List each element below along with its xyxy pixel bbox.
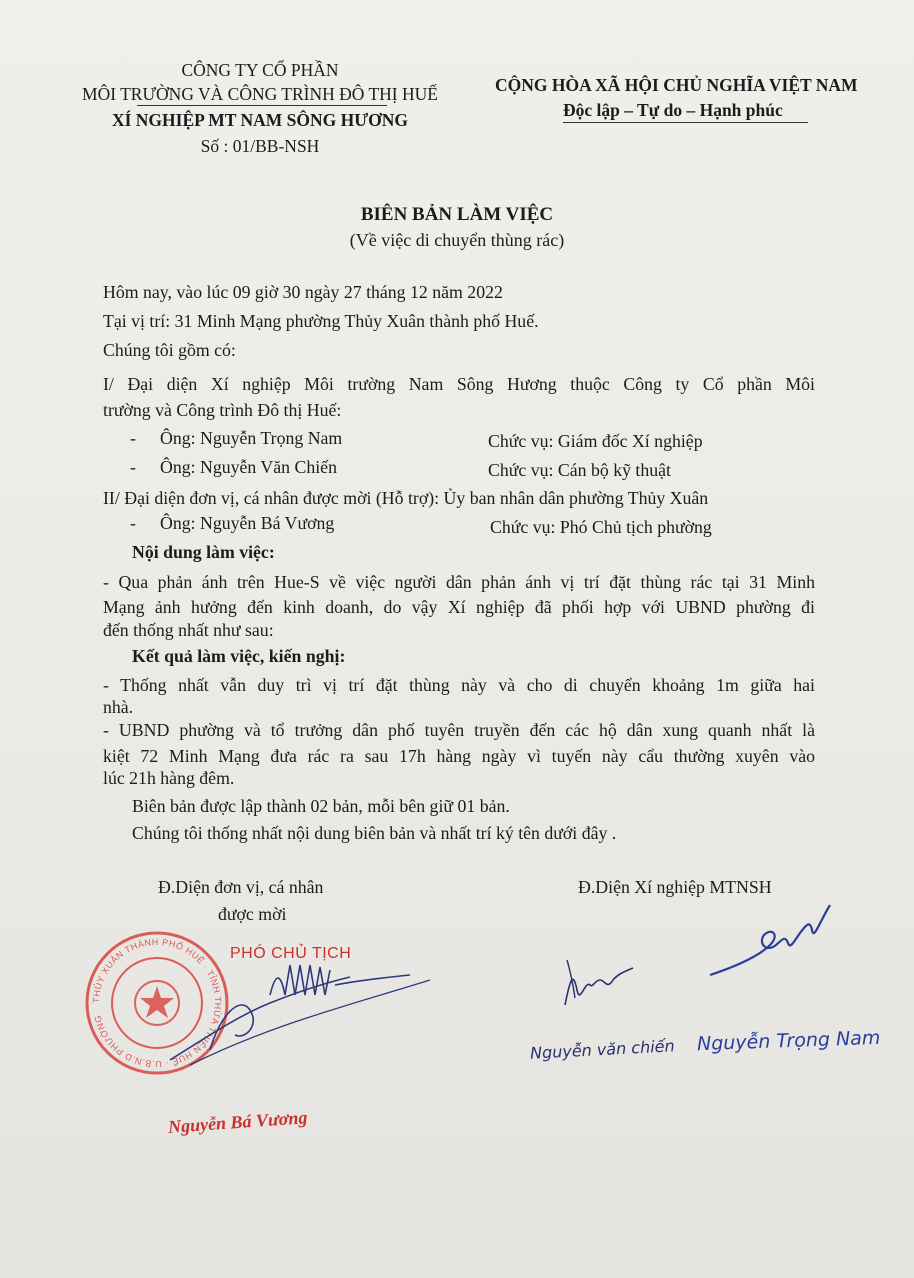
left-signatory-name: Nguyễn Bá Vương	[167, 1107, 308, 1137]
person-name: Ông: Nguyễn Bá Vương	[160, 513, 335, 533]
enterprise-name: XÍ NGHIỆP MT NAM SÔNG HƯƠNG	[111, 110, 409, 130]
company-full-name: MÔI TRƯỜNG VÀ CÔNG TRÌNH ĐÔ THỊ HUẾ	[82, 84, 438, 104]
person-name: Ông: Nguyễn Văn Chiến	[160, 457, 337, 477]
person-name: Ông: Nguyễn Trọng Nam	[160, 428, 343, 448]
copies-note: Biên bản được lập thành 02 bản, mỗi bên giữ 01 bản.	[132, 796, 510, 816]
content-heading: Nội dung làm việc:	[132, 542, 275, 562]
content-line: đến thống nhất như sau:	[103, 620, 274, 640]
party1-heading: I/ Đại diện Xí nghiệp Môi trường Nam Sông Hương thuộc Công ty Cổ phần Môi	[103, 374, 815, 394]
party2-heading: II/ Đại diện đơn vị, cá nhân được mời (Hỗ trợ): Ủy ban nhân dân phường Thủy Xuân	[103, 488, 709, 508]
document-subtitle: (Về việc di chuyển thùng rác)	[349, 230, 565, 250]
right-signatory-label: Đ.Diện Xí nghiệp MTNSH	[578, 877, 772, 897]
company-name: CÔNG TY CỔ PHẦN	[181, 60, 339, 80]
left-signatory-label: Đ.Diện đơn vị, cá nhân	[158, 877, 324, 897]
results-heading: Kết quả làm việc, kiến nghị:	[132, 646, 346, 666]
right-signature	[700, 895, 840, 985]
result-line: - Thống nhất vẫn duy trì vị trí đặt thùng này và cho di chuyển khoảng 1m giữa hai	[103, 675, 815, 695]
result-line: nhà.	[103, 697, 134, 717]
person-role: Chức vụ: Giám đốc Xí nghiệp	[488, 431, 703, 451]
company-underline	[137, 105, 387, 106]
result-line: lúc 21h hàng đêm.	[103, 768, 235, 788]
content-line: - Qua phản ánh trên Hue-S về việc người dân phản ánh vị trí đặt thùng rác tại 31 Minh	[103, 572, 815, 592]
content-line: Mạng ảnh hưởng đến kinh doanh, do vậy Xí nghiệp đã phối hợp với UBND phường đi	[103, 597, 815, 617]
document-title: BIÊN BẢN LÀM VIỆC	[360, 204, 554, 225]
national-motto: Độc lập – Tự do – Hạnh phúc	[563, 100, 783, 120]
right-signatory-name-1: Nguyễn văn chiến	[529, 1036, 676, 1063]
document-number: Số : 01/BB-NSH	[200, 136, 320, 156]
meeting-location: Tại vị trí: 31 Minh Mạng phường Thủy Xuân thành phố Huế.	[103, 311, 539, 331]
meeting-time: Hôm nay, vào lúc 09 giờ 30 ngày 27 tháng 12 năm 2022	[103, 282, 503, 302]
middle-signature	[555, 950, 645, 1020]
members-label: Chúng tôi gồm có:	[103, 340, 236, 360]
result-line: - UBND phường và tổ trưởng dân phố tuyên truyền đến các hộ dân xung quanh nhất là	[103, 720, 815, 740]
motto-underline	[563, 122, 808, 123]
agreement-note: Chúng tôi thống nhất nội dung biên bản và nhất trí ký tên dưới đây .	[132, 823, 617, 843]
result-line: kiệt 72 Minh Mạng đưa rác ra sau 17h hàng ngày vì tuyến này cẩu thường xuyên vào	[103, 746, 815, 766]
bullet: -	[130, 457, 136, 477]
left-signatory-title: PHÓ CHỦ TỊCH	[230, 945, 352, 962]
svg-text:THỦY XUÂN THÀNH PHỐ HUẾ · TỈNH: THỦY XUÂN THÀNH PHỐ HUẾ · TỈNH THỪA THIÊN HUẾ · U.B.N.D PHƯỜNG	[90, 936, 224, 1070]
party1-heading-cont: trường và Công trình Đô thị Huế:	[103, 400, 342, 420]
left-signature	[150, 955, 440, 1075]
national-title: CỘNG HÒA XÃ HỘI CHỦ NGHĨA VIỆT NAM	[495, 75, 858, 95]
left-signatory-label-cont: được mời	[218, 904, 287, 924]
person-role: Chức vụ: Phó Chủ tịch phường	[490, 517, 712, 537]
person-role: Chức vụ: Cán bộ kỹ thuật	[488, 460, 671, 480]
bullet: -	[130, 428, 136, 448]
bullet: -	[130, 513, 136, 533]
right-signatory-name-2: Nguyễn Trọng Nam	[696, 1026, 881, 1056]
